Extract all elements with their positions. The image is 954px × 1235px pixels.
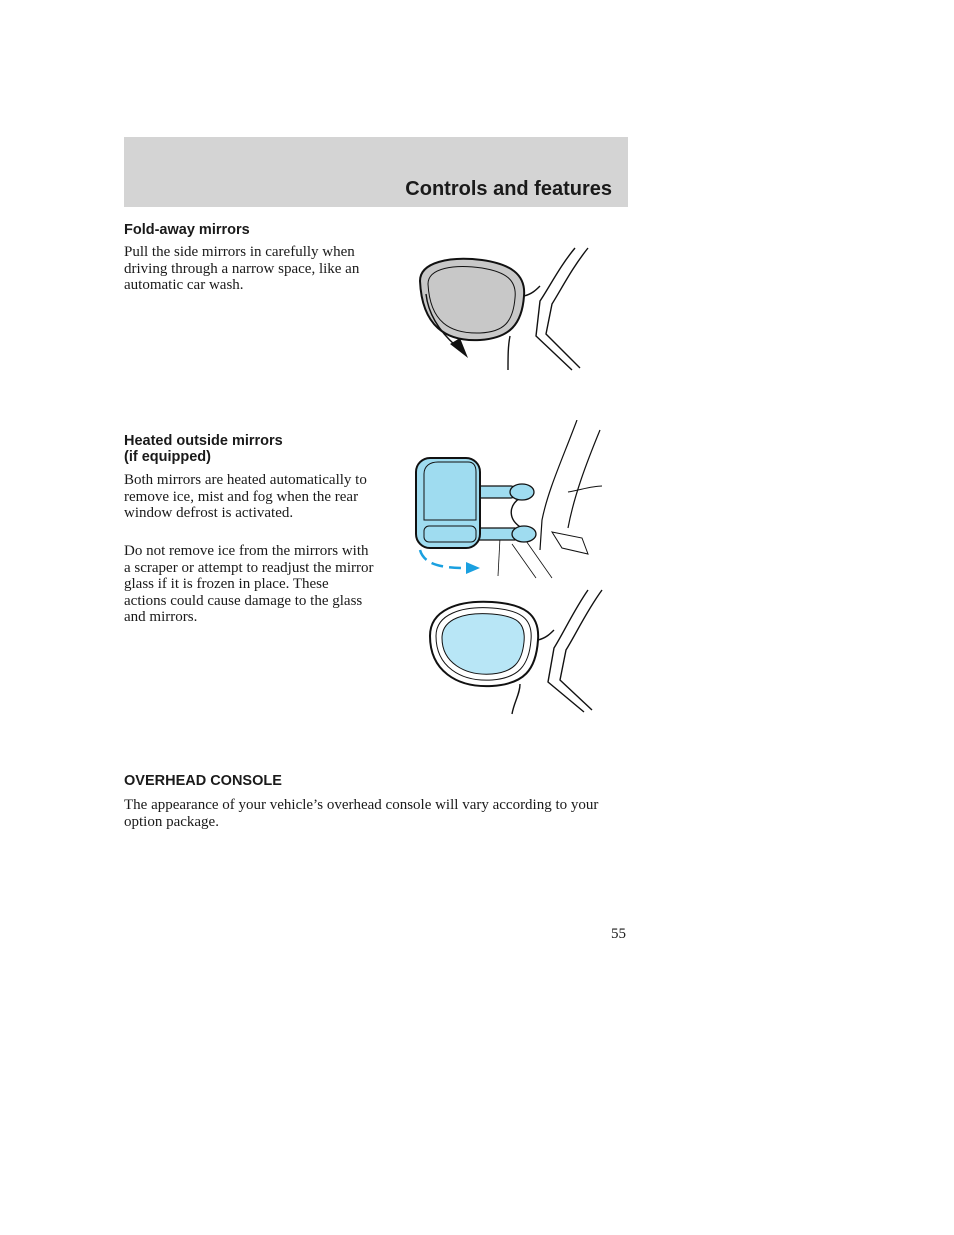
page-number: 55	[611, 926, 626, 942]
fold-away-text: Pull the side mirrors in carefully when driving through a narrow space, like an automatic car wash.	[124, 244, 360, 294]
overhead-console-heading: OVERHEAD CONSOLE	[124, 773, 282, 789]
heated-mirrors-heading-line1: Heated outside mirrors	[124, 433, 283, 449]
heated-mirrors-para2: Do not remove ice from the mirrors with a scraper or attempt to readjust the mirror glass if it is frozen in place. These actions could cause damage to the glass and mirrors.	[124, 543, 374, 626]
heated-mirrors-para1: Both mirrors are heated automatically to remove ice, mist and fog when the rear window defrost is activated.	[124, 472, 367, 522]
fold-away-heading: Fold-away mirrors	[124, 222, 250, 238]
trailer-tow-mirror-illustration-icon	[412, 420, 604, 580]
header-band	[124, 137, 628, 207]
heated-mirrors-heading	[124, 433, 283, 465]
fold-away-mirror-illustration-icon	[410, 246, 590, 374]
heated-mirrors-heading-line2: (if equipped)	[124, 449, 211, 465]
heated-mirror-illustration-icon	[426, 588, 606, 716]
page-title: Controls and features	[405, 178, 612, 200]
overhead-console-text: The appearance of your vehicle’s overhead console will vary according to your option package.	[124, 797, 599, 830]
